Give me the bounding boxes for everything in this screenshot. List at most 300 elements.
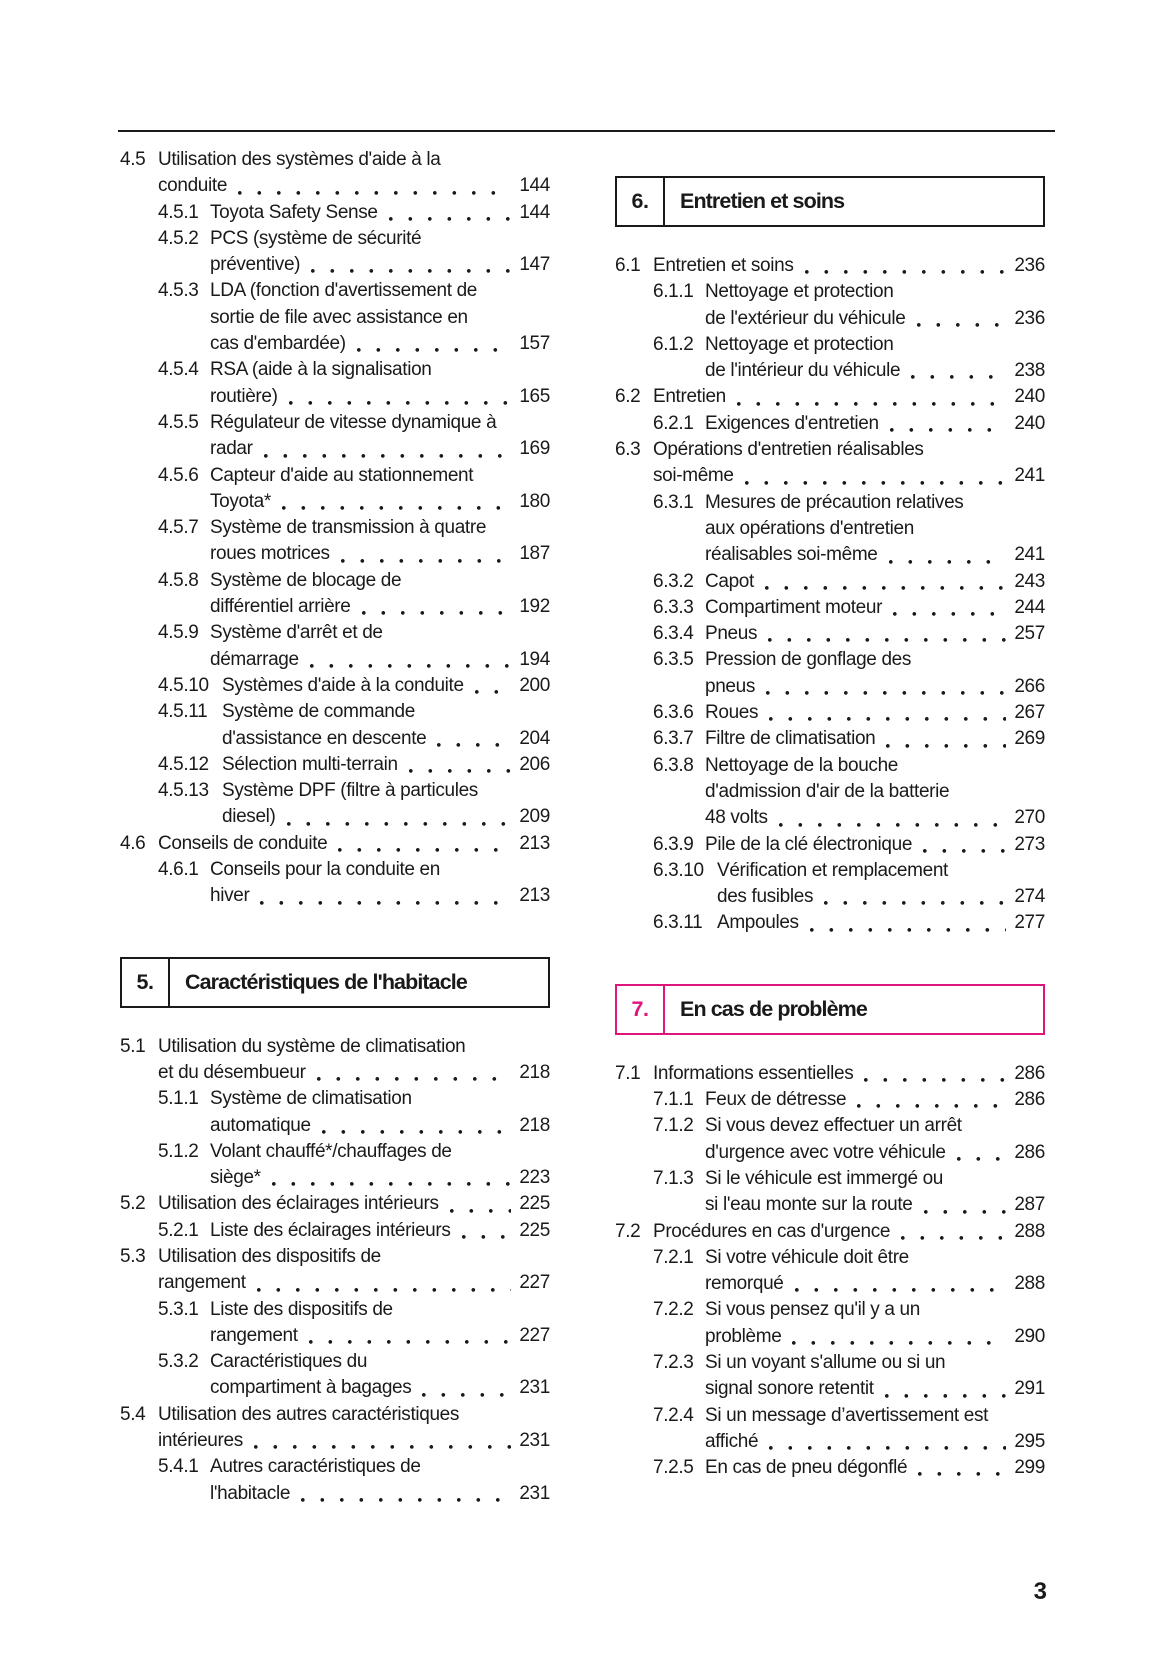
toc-entry-4.5.2 [120,226,550,279]
toc-entry-text-line: Liste des éclairages intérieurs [210,1219,451,1241]
toc-entry-content [705,621,1045,647]
toc-entry-text-line: rangement [210,1324,298,1346]
toc-entries-block [615,1061,1045,1482]
toc-entry-number: 4.5 [120,149,146,170]
toc-entry-number: 6.3.5 [653,649,694,671]
chapter-title: En cas de problème [680,996,867,1021]
toc-entry-last-line [210,1323,550,1349]
dot-leader [311,269,511,273]
dot-leader [769,717,1006,721]
toc-entry-text-line: siège* [210,1167,261,1189]
toc-entry-text-line: Capot [705,570,754,592]
toc-entry-number: 6.1.1 [653,281,694,303]
toc-entry-number: 7.2 [615,1220,641,1242]
toc-entry-4.5 [120,147,550,200]
toc-page-ref: 288 [1014,1220,1045,1242]
toc-entry-7.1 [615,1061,1045,1087]
toc-entry-text-line: des fusibles [717,886,814,908]
toc-entry-7.1.3 [615,1166,1045,1219]
toc-entry-last-line [705,569,1045,595]
toc-entry-5.3 [120,1244,550,1297]
toc-entry-text-line: remorqué [705,1273,784,1295]
toc-entry-content [210,620,550,673]
toc-entry-4.5.3 [120,278,550,357]
dot-leader [779,823,1007,827]
toc-entry-content [653,437,1045,490]
toc-entry-text-line: RSA (aide à la signalisation [210,359,432,381]
dot-leader [792,1341,1006,1345]
toc-page-ref: 236 [1014,307,1045,329]
dot-leader [282,506,511,510]
toc-entry-text-line: l'habitacle [210,1482,291,1504]
toc-page-ref: 192 [519,596,550,618]
dot-leader [264,454,512,458]
toc-entry-content [705,1087,1045,1113]
toc-entry-6.3.9 [615,832,1045,858]
toc-entry-last-line [705,674,1045,700]
toc-page-ref: 194 [519,648,550,670]
toc-entry-4.5.6 [120,463,550,516]
toc-entry-last-line [705,1087,1045,1113]
dot-leader [309,1340,512,1344]
dot-leader [341,559,512,563]
toc-entry-content [705,1350,1045,1403]
toc-entry-number: 7.1.3 [653,1167,694,1189]
toc-entry-text-line: Procédures en cas d'urgence [653,1220,891,1242]
toc-entry-text-line: Si un voyant s'allume ou si un [705,1351,946,1373]
dot-leader [357,348,512,352]
toc-entry-text-line: Toyota Safety Sense [210,201,378,223]
toc-entry-number: 4.6 [120,832,146,854]
toc-entry-content [717,858,1045,911]
toc-page-ref: 227 [519,1324,550,1346]
toc-entry-number: 6.3.1 [653,491,694,513]
toc-entry-text-line: soi-même [653,465,734,487]
toc-entry-last-line [705,411,1045,437]
toc-entry-number: 6.2 [615,386,641,408]
toc-page-ref: 290 [1014,1325,1045,1347]
toc-page-ref: 213 [519,832,550,854]
toc-page-ref: 165 [519,385,550,407]
toc-entry-5.3.1 [120,1297,550,1350]
toc-entry-7.2.1 [615,1245,1045,1298]
toc-entry-text-line: Si vous devez effectuer un arrêt [705,1115,962,1137]
dot-leader [475,690,512,694]
toc-entry-text-line: Si votre véhicule doit être [705,1246,909,1268]
toc-entry-number: 6.3.4 [653,623,694,645]
toc-entry-text-line: Système d'arrêt et de [210,622,383,644]
toc-entry-last-line [653,384,1045,410]
toc-entries-block [120,147,550,910]
toc-entry-last-line [705,306,1045,332]
toc-page-ref: 236 [1014,255,1045,276]
dot-leader [824,901,1006,905]
toc-entry-6.3.8 [615,753,1045,832]
toc-entry-4.6.1 [120,857,550,910]
toc-entry-number: 6.3.7 [653,728,694,750]
toc-entry-text-line: Ampoules [717,912,799,934]
toc-entry-content [210,226,550,279]
toc-entry-content [705,1113,1045,1166]
toc-entry-text-line: Nettoyage et protection [705,333,894,355]
toc-page-ref: 231 [519,1430,550,1452]
toc-entry-text-line: Vérification et remplacement [717,859,948,881]
toc-entry-text-line: signal sonore retentit [705,1378,874,1400]
dot-leader [768,638,1006,642]
toc-entry-content [158,147,550,200]
toc-entry-text-line: différentiel arrière [210,596,351,618]
toc-entry-content [210,515,550,568]
toc-entry-text-line: diesel) [222,806,276,828]
toc-entry-last-line [705,726,1045,752]
toc-entry-text-line: de l'intérieur du véhicule [705,360,901,382]
toc-entry-4.5.9 [120,620,550,673]
toc-entry-text-line: Caractéristiques du [210,1351,368,1373]
dot-leader [301,1498,511,1502]
toc-entry-content [158,1191,550,1217]
toc-entry-6.2.1 [615,411,1045,437]
toc-entry-number: 5.2 [120,1193,146,1215]
toc-page-ref: 225 [519,1219,550,1241]
toc-entry-content [210,1139,550,1192]
toc-entry-text-line: Systèmes d'aide à la conduite [222,674,464,696]
toc-entry-content [210,1454,550,1507]
dot-leader [745,481,1007,485]
toc-entry-text-line: Nettoyage de la bouche [705,754,899,776]
toc-entry-last-line [222,752,550,778]
toc-entry-last-line [705,1376,1045,1402]
dot-leader [864,1078,1006,1082]
dot-leader [901,1236,1006,1240]
chapter-header-6 [615,176,1045,227]
toc-entry-number: 6.1 [615,255,641,276]
toc-page-ref: 287 [1014,1194,1045,1216]
toc-entry-number: 4.5.5 [158,411,199,433]
toc-entry-number: 7.1 [615,1062,641,1084]
dot-leader [918,1472,1006,1476]
toc-entry-text-line: Si un message d’avertissement est [705,1404,989,1426]
toc-entry-last-line [705,595,1045,621]
toc-entry-number: 4.6.1 [158,859,199,881]
toc-entry-text-line: préventive) [210,254,301,276]
toc-page-ref: 240 [1014,386,1045,408]
chapter-header-5 [120,957,550,1008]
toc-entry-content [705,279,1045,332]
toc-page-ref: 144 [519,201,550,223]
toc-entry-6.1.2 [615,332,1045,385]
toc-entry-text-line: Nettoyage et protection [705,281,894,303]
toc-entry-text-line: d'assistance en descente [222,727,427,749]
toc-entry-text-line: Conseils pour la conduite en [210,859,440,881]
toc-entry-text-line: Filtre de climatisation [705,728,876,750]
dot-leader [422,1393,511,1397]
toc-entry-content [210,1297,550,1350]
dot-leader [795,1288,1007,1292]
toc-entry-content [705,726,1045,752]
dot-leader [322,1130,512,1134]
dot-leader [289,401,512,405]
toc-entry-number: 4.5.13 [158,780,209,802]
toc-entry-last-line [210,541,550,567]
toc-entry-content [210,278,550,357]
dot-leader [857,1104,1006,1108]
dot-leader [737,402,1006,406]
toc-entry-number: 6.1.2 [653,333,694,355]
toc-entry-number: 4.5.8 [158,569,199,591]
toc-entry-text-line: pneus [705,675,756,697]
toc-entry-last-line [158,1270,550,1296]
toc-entries-block [615,253,1045,937]
toc-entry-4.5.12 [120,752,550,778]
toc-entry-number: 5.1 [120,1035,146,1057]
toc-entry-4.5.7 [120,515,550,568]
toc-entry-5.3.2 [120,1349,550,1402]
toc-entry-6.3.7 [615,726,1045,752]
toc-entry-content [653,1219,1045,1245]
toc-entry-last-line [705,832,1045,858]
toc-entry-last-line [210,331,550,357]
toc-page-ref: 299 [1014,1457,1045,1479]
dot-leader [437,743,511,747]
toc-entry-content [705,1455,1045,1481]
toc-entry-last-line [653,253,1045,279]
toc-entry-text-line: automatique [210,1114,311,1136]
toc-page-ref: 169 [519,438,550,460]
toc-entry-7.1.2 [615,1113,1045,1166]
toc-entry-content [705,490,1045,569]
dot-leader [409,769,512,773]
toc-entry-7.2.5 [615,1455,1045,1481]
toc-entry-content [210,200,550,226]
toc-entry-text-line: Sélection multi-terrain [222,753,398,775]
toc-entry-content [705,1403,1045,1456]
toc-entry-last-line [705,1192,1045,1218]
toc-entry-content [210,463,550,516]
toc-page-ref: 238 [1014,360,1045,382]
toc-entry-number: 6.3.3 [653,596,694,618]
dot-leader [362,611,512,615]
toc-page-ref: 144 [519,175,550,197]
toc-entry-last-line [705,1429,1045,1455]
toc-entry-number: 7.2.4 [653,1404,694,1426]
toc-entry-content [705,1166,1045,1219]
toc-entry-text-line: d'urgence avec votre véhicule [705,1141,946,1163]
toc-page-ref: 291 [1014,1378,1045,1400]
toc-page-ref: 180 [519,490,550,512]
toc-entry-6.1 [615,253,1045,279]
toc-entry-text-line: Système de commande [222,701,415,723]
toc-entry-content [222,752,550,778]
toc-entry-number: 5.3.1 [158,1298,199,1320]
toc-entry-last-line [158,831,550,857]
toc-entry-number: 4.5.2 [158,227,199,249]
toc-entry-7.2 [615,1219,1045,1245]
toc-entry-text-line: Si le véhicule est immergé ou [705,1167,944,1189]
toc-entry-text-line: Pile de la clé électronique [705,833,913,855]
chapter-title: Caractéristiques de l'habitacle [185,969,467,994]
toc-entries-block [120,1034,550,1507]
chapter-number: 7. [617,986,665,1033]
chapter-header-7 [615,984,1045,1035]
toc-entry-last-line [653,1061,1045,1087]
toc-entry-last-line [210,436,550,462]
toc-entry-number: 7.1.1 [653,1089,694,1111]
toc-entry-text-line: Si vous pensez qu'il y a un [705,1299,920,1321]
toc-entry-last-line [210,1113,550,1139]
toc-entry-number: 6.3.10 [653,859,704,881]
toc-entry-last-line [210,489,550,515]
toc-entry-text-line: problème [705,1325,782,1347]
toc-entry-last-line [705,1271,1045,1297]
dot-leader [272,1182,512,1186]
dot-leader [805,270,1007,274]
toc-page-ref: 157 [519,333,550,355]
toc-entry-number: 7.2.1 [653,1246,694,1268]
toc-entry-6.3.6 [615,700,1045,726]
toc-page-ref: 225 [519,1193,550,1215]
toc-entry-number: 5.2.1 [158,1219,199,1241]
toc-page-ref: 244 [1014,596,1045,618]
dot-leader [890,428,1007,432]
toc-entry-text-line: réalisables soi-même [705,544,878,566]
toc-page-ref: 213 [519,885,550,907]
toc-entry-4.5.8 [120,568,550,621]
toc-entry-6.3.11 [615,910,1045,936]
toc-entry-content [210,410,550,463]
toc-page-ref: 227 [519,1272,550,1294]
toc-entry-number: 4.5.7 [158,517,199,539]
toc-entry-text-line: Roues [705,702,759,724]
toc-entry-content [158,1244,550,1297]
toc-entry-text-line: roues motrices [210,543,330,565]
toc-entry-5.1.2 [120,1139,550,1192]
toc-entry-number: 6.2.1 [653,412,694,434]
toc-entry-5.2 [120,1191,550,1217]
dot-leader [310,664,512,668]
toc-page-ref: 147 [519,254,550,276]
toc-entry-text-line: Exigences d'entretien [705,412,879,434]
toc-entry-7.2.4 [615,1403,1045,1456]
toc-entry-last-line [158,1428,550,1454]
toc-entry-number: 4.5.12 [158,753,209,775]
toc-entry-number: 4.5.3 [158,280,199,302]
dot-leader [462,1235,512,1239]
toc-entry-last-line [210,594,550,620]
toc-entry-text-line: Opérations d'entretien réalisables [653,439,924,461]
toc-entry-text-line: démarrage [210,648,299,670]
toc-entry-text-line: sortie de file avec assistance en [210,306,468,328]
toc-entry-last-line [158,173,550,199]
toc-entry-content [705,700,1045,726]
toc-entry-number: 5.3 [120,1245,146,1267]
toc-page-ref: 223 [519,1167,550,1189]
toc-entry-number: 6.3.11 [653,912,703,934]
chapter-number: 6. [617,178,665,225]
toc-entry-last-line [705,700,1045,726]
toc-page-ref: 218 [519,1061,550,1083]
toc-page-ref: 270 [1014,807,1045,829]
toc-page-ref: 274 [1014,886,1045,908]
toc-page-ref: 286 [1014,1089,1045,1111]
toc-page-ref: 231 [519,1377,550,1399]
toc-page-ref: 204 [519,727,550,749]
toc-entry-4.5.10 [120,673,550,699]
toc-entry-last-line [717,910,1045,936]
toc-entry-number: 4.5.11 [158,701,208,723]
toc-entry-text-line: routière) [210,385,278,407]
toc-entry-last-line [705,1324,1045,1350]
toc-entry-last-line [705,542,1045,568]
toc-page-ref: 231 [519,1482,550,1504]
toc-entry-content [705,1245,1045,1298]
toc-entry-last-line [210,1375,550,1401]
toc-entry-5.1 [120,1034,550,1087]
toc-page-ref: 257 [1014,623,1045,645]
toc-entry-text-line: Système de blocage de [210,569,402,591]
toc-entry-number: 7.2.3 [653,1351,694,1373]
toc-entry-number: 4.5.6 [158,464,199,486]
dot-leader [260,901,511,905]
toc-entry-text-line: hiver [210,885,250,907]
toc-page-ref: 286 [1014,1141,1045,1163]
toc-entry-number: 7.1.2 [653,1115,694,1137]
toc-entry-last-line [210,1218,550,1244]
toc-entry-number: 7.2.5 [653,1457,694,1479]
dot-leader [957,1157,1007,1161]
toc-entry-text-line: Régulateur de vitesse dynamique à [210,411,497,433]
toc-entry-text-line: Informations essentielles [653,1062,854,1084]
toc-entry-number: 6.3.2 [653,570,694,592]
toc-entry-6.3.3 [615,595,1045,621]
toc-entry-text-line: Système de climatisation [210,1088,412,1110]
toc-entry-last-line [705,805,1045,831]
toc-entry-content [705,647,1045,700]
toc-entry-number: 6.3 [615,439,641,461]
dot-leader [338,848,511,852]
toc-entry-number: 7.2.2 [653,1299,694,1321]
toc-page-ref: 277 [1014,912,1045,934]
toc-page-ref: 241 [1014,544,1045,566]
toc-entry-text-line: Capteur d'aide au stationnement [210,464,474,486]
toc-entry-number: 6.3.6 [653,702,694,724]
dot-leader [889,560,1007,564]
toc-columns [120,147,1045,1507]
toc-entry-text-line: PCS (système de sécurité [210,227,422,249]
dot-leader [254,1445,511,1449]
toc-column-left [120,147,550,1507]
dot-leader [885,1394,1007,1398]
toc-entry-content [705,332,1045,385]
toc-entry-text-line: rangement [158,1272,246,1294]
toc-entry-6.2 [615,384,1045,410]
dot-leader [238,191,511,195]
toc-entry-4.5.11 [120,699,550,752]
toc-page-ref: 241 [1014,465,1045,487]
toc-entry-6.3.4 [615,621,1045,647]
toc-entry-7.1.1 [615,1087,1045,1113]
toc-entry-text-line: Système DPF (filtre à particules [222,780,478,802]
dot-leader [917,323,1007,327]
toc-entry-last-line [210,252,550,278]
toc-page-ref: 266 [1014,675,1045,697]
header-rule [118,130,1055,132]
toc-entry-content [705,832,1045,858]
toc-entry-text-line: En cas de pneu dégonflé [705,1457,908,1479]
toc-entry-5.4 [120,1402,550,1455]
dot-leader [911,375,1006,379]
toc-entry-6.3.5 [615,647,1045,700]
toc-entry-4.5.13 [120,778,550,831]
